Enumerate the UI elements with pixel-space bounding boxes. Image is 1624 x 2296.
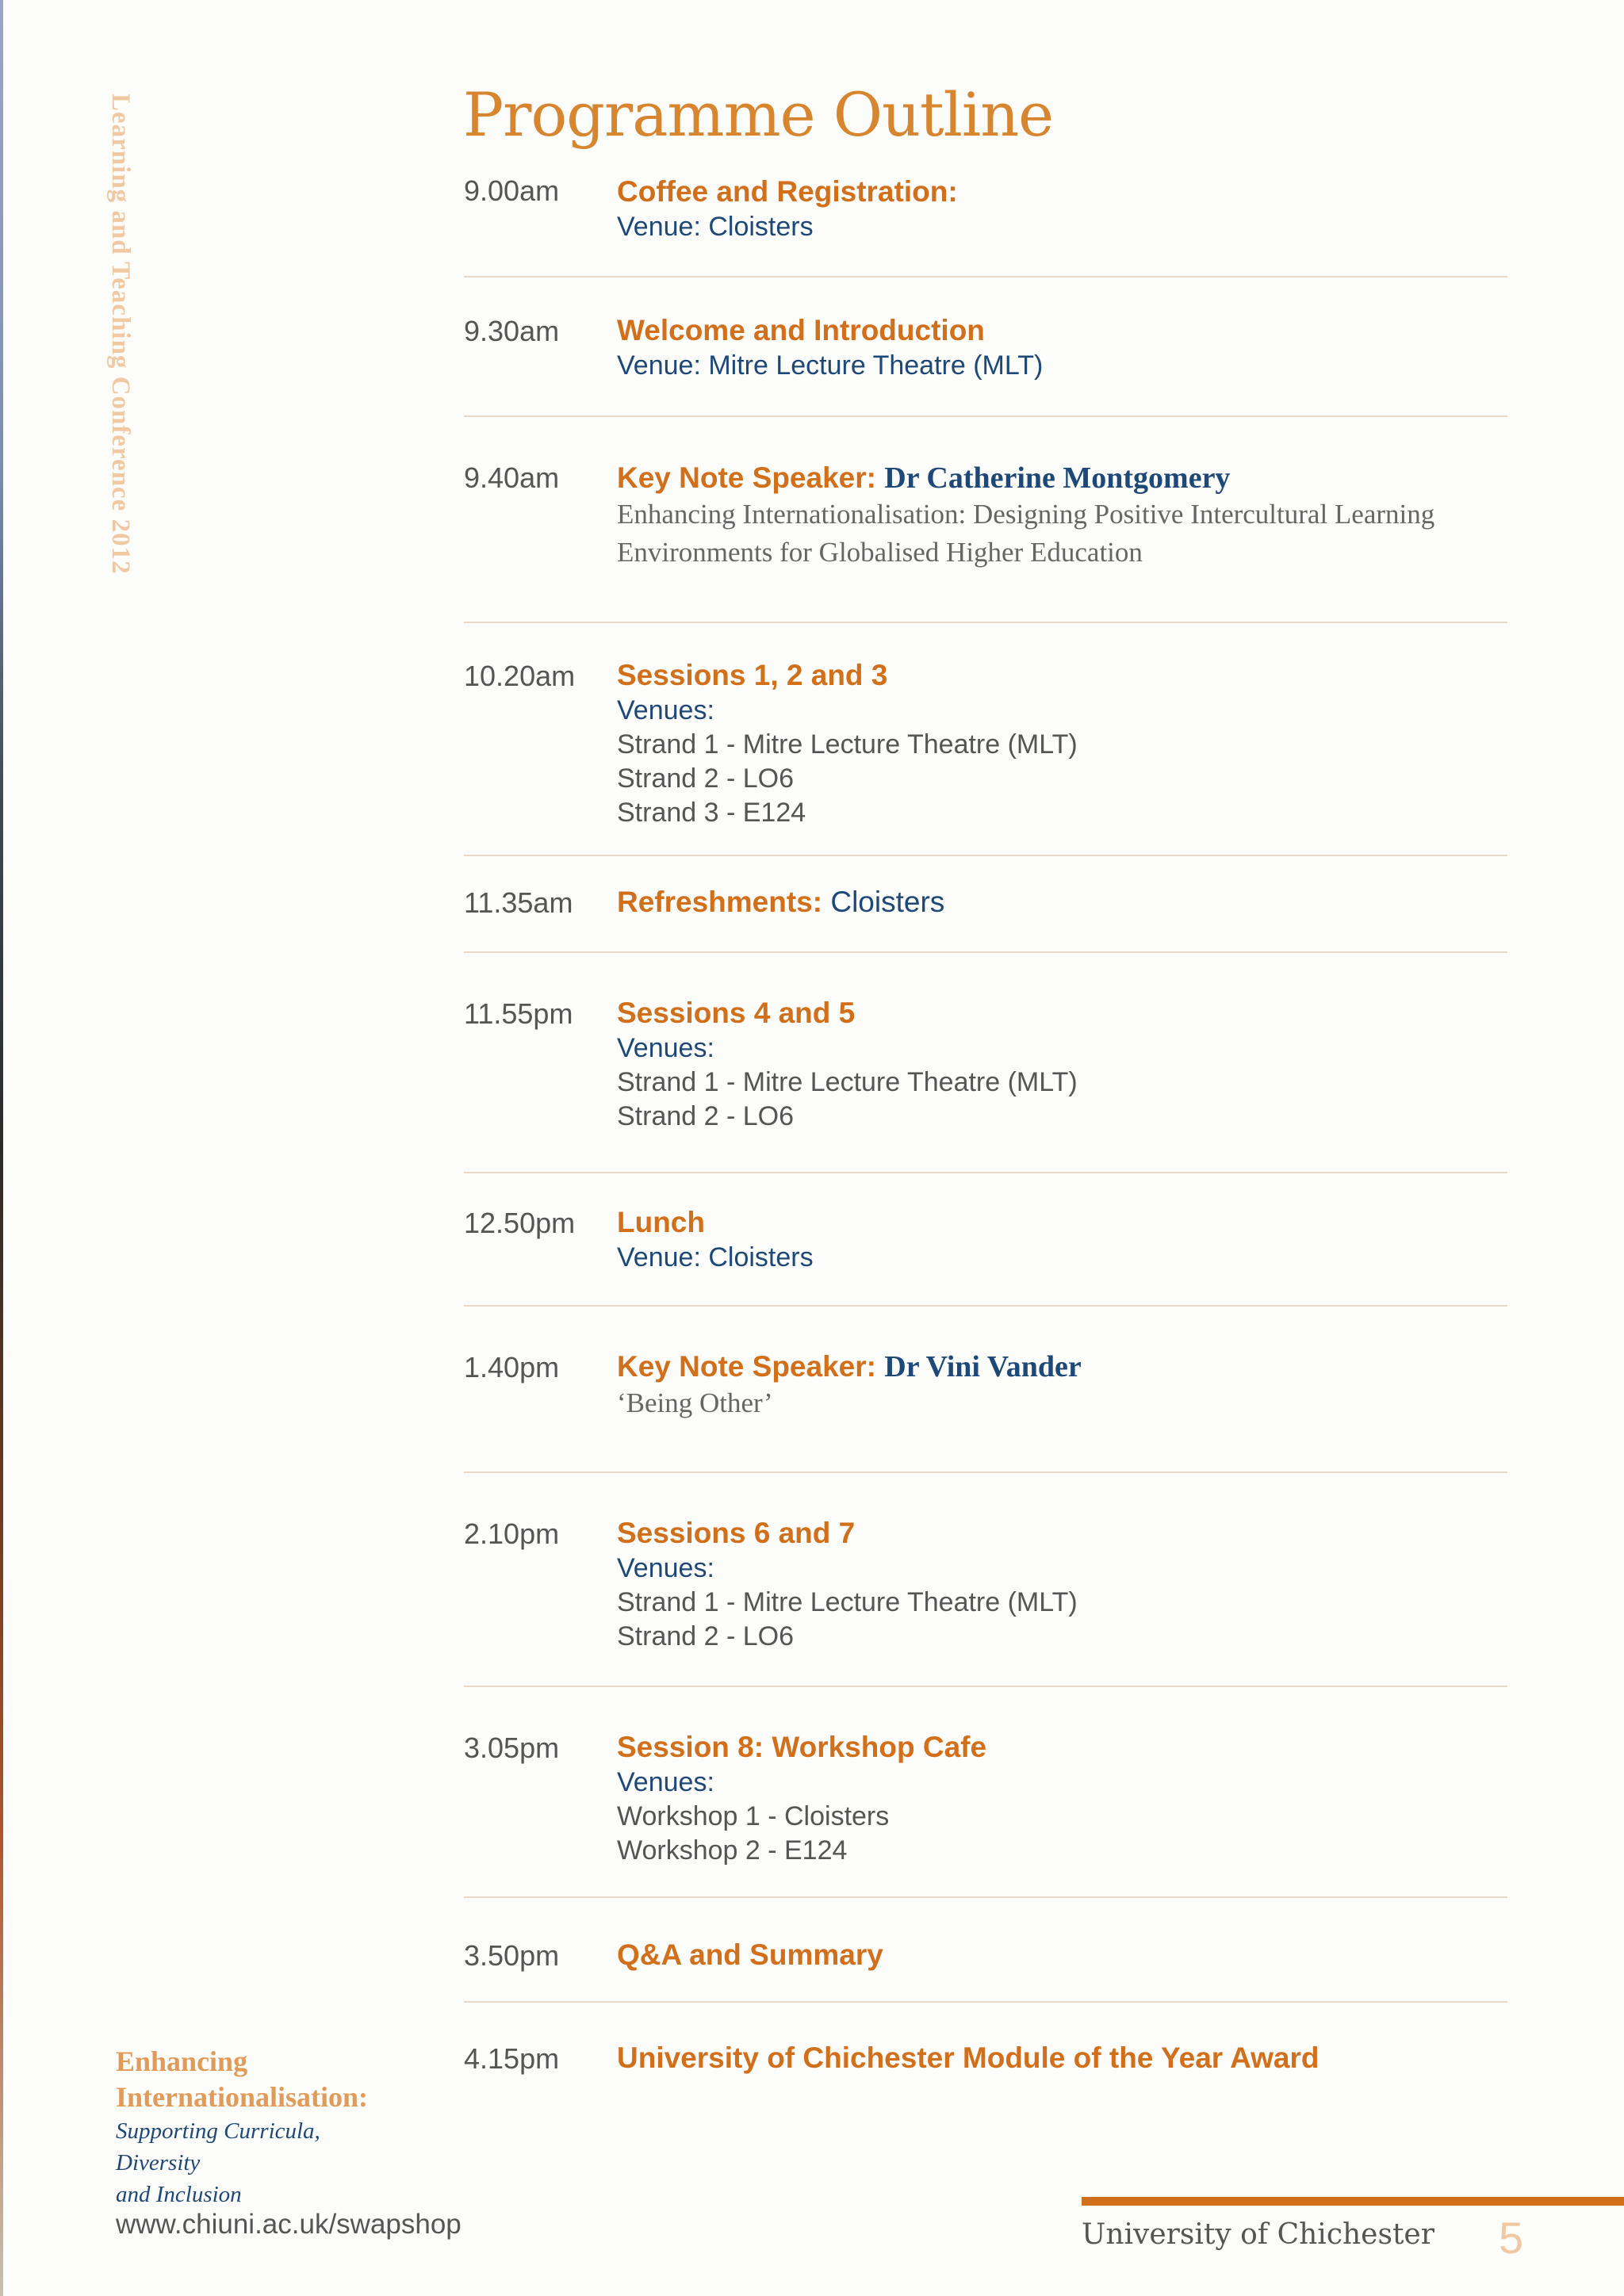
- schedule-row: [464, 417, 1507, 623]
- strand-item: Strand 2 - LO6: [617, 1101, 795, 1131]
- session-title: Sessions 4 and 5: [617, 997, 856, 1029]
- venues-label: Venues:: [617, 1033, 714, 1063]
- schedule-time: 11.55pm: [464, 997, 573, 1030]
- session-title: Sessions 6 and 7: [617, 1517, 856, 1549]
- footer-url-link[interactable]: www.chiuni.ac.uk/swapshop: [116, 2209, 462, 2240]
- session-venue: Venue: Cloisters: [617, 212, 814, 242]
- session-title: Lunch: [617, 1206, 705, 1238]
- talk-title: ‘Being Other’: [617, 1387, 773, 1418]
- schedule-content: [617, 953, 1507, 1134]
- schedule-time: 3.50pm: [464, 1939, 560, 1972]
- schedule-content: [617, 277, 1507, 383]
- session-title: Q&A and Summary: [617, 1938, 883, 1971]
- schedule-row: [464, 1687, 1507, 1898]
- strand-item: Strand 2 - LO6: [617, 1621, 795, 1651]
- session-venue: Venue: Cloisters: [617, 1242, 814, 1272]
- speaker-name: Dr Vini Vander: [884, 1350, 1082, 1383]
- strand-item: Workshop 1 - Cloisters: [617, 1801, 890, 1831]
- strand-item: Strand 1 - Mitre Lecture Theatre (MLT): [617, 729, 1078, 760]
- page-edge-strip: [0, 0, 3, 2296]
- schedule-row: [464, 856, 1507, 953]
- session-title: Sessions 1, 2 and 3: [617, 659, 888, 691]
- schedule-content: [617, 1173, 1507, 1275]
- schedule-row: [464, 1173, 1507, 1307]
- footer-accent-bar: [1082, 2197, 1624, 2206]
- schedule-time: 9.40am: [464, 461, 560, 494]
- schedule-time: 3.05pm: [464, 1732, 560, 1764]
- schedule-content: [617, 856, 1507, 920]
- schedule-row: [464, 174, 1507, 277]
- schedule-content: [617, 1307, 1507, 1422]
- schedule-content: [617, 623, 1507, 830]
- page-number: 5: [1499, 2213, 1524, 2263]
- schedule-time: 12.50pm: [464, 1207, 576, 1239]
- talk-title: Enhancing Internationalisation: Designing Positive Intercultural Learning Environments for Globalised Higher Education: [617, 499, 1435, 568]
- session-title: Welcome and Introduction: [617, 314, 985, 346]
- session-venue: Cloisters: [830, 886, 945, 918]
- session-title: University of Chichester Module of the Year Award: [617, 2042, 1320, 2074]
- session-title-label: Key Note Speaker:: [617, 1350, 876, 1383]
- schedule-time: 10.20am: [464, 660, 576, 692]
- session-title-label: Key Note Speaker:: [617, 461, 876, 494]
- speaker-name: Dr Catherine Montgomery: [884, 461, 1231, 495]
- schedule-time: 9.30am: [464, 315, 560, 347]
- schedule-content: [617, 1898, 1507, 1973]
- schedule-row: [464, 623, 1507, 856]
- schedule-content: [617, 1687, 1507, 1868]
- sidebar-vertical-title: [106, 94, 143, 601]
- schedule-time: 2.10pm: [464, 1517, 560, 1550]
- session-venue: Venue: Mitre Lecture Theatre (MLT): [617, 350, 1044, 381]
- strand-item: Strand 1 - Mitre Lecture Theatre (MLT): [617, 1067, 1078, 1097]
- footer-title-line: Enhancing: [116, 2045, 248, 2077]
- schedule-list: [464, 174, 1507, 2090]
- schedule-time: 4.15pm: [464, 2042, 560, 2075]
- schedule-time: 1.40pm: [464, 1351, 560, 1383]
- venues-label: Venues:: [617, 1767, 714, 1797]
- schedule-time: 9.00am: [464, 174, 560, 207]
- schedule-content: [617, 417, 1507, 572]
- strand-item: Workshop 2 - E124: [617, 1835, 848, 1866]
- session-title: [617, 1349, 1507, 1384]
- session-title-label: Refreshments:: [617, 886, 823, 918]
- session-title: Session 8: Workshop Cafe: [617, 1731, 987, 1763]
- footer-subtitle-line: Supporting Curricula, Diversity: [116, 2118, 320, 2175]
- footer-organisation: University of Chichester: [1082, 2218, 1434, 2251]
- sidebar-vertical-text: Learning and Teaching Conference 2012: [106, 94, 135, 575]
- schedule-row: [464, 2003, 1507, 2090]
- footer-title-line: Internationalisation:: [116, 2081, 369, 2113]
- strand-item: Strand 2 - LO6: [617, 763, 795, 794]
- strand-item: Strand 1 - Mitre Lecture Theatre (MLT): [617, 1587, 1078, 1617]
- session-title: Coffee and Registration:: [617, 175, 958, 208]
- strand-item: Strand 3 - E124: [617, 798, 806, 828]
- footer-subtitle-line: and Inclusion: [116, 2182, 242, 2207]
- schedule-content: [617, 1473, 1507, 1654]
- schedule-row: [464, 1898, 1507, 2003]
- schedule-row: [464, 953, 1507, 1173]
- venues-label: Venues:: [617, 1553, 714, 1583]
- schedule-content: [617, 2003, 1507, 2076]
- page-title: Programme Outline: [463, 79, 1054, 150]
- schedule-row: [464, 1307, 1507, 1473]
- schedule-content: [617, 174, 1507, 244]
- venues-label: Venues:: [617, 695, 714, 725]
- session-title: [617, 885, 1507, 920]
- schedule-row: [464, 1473, 1507, 1687]
- schedule-time: 11.35am: [464, 886, 573, 919]
- session-title: [617, 461, 1507, 496]
- schedule-row: [464, 277, 1507, 417]
- footer-conference-title: [116, 2044, 401, 2210]
